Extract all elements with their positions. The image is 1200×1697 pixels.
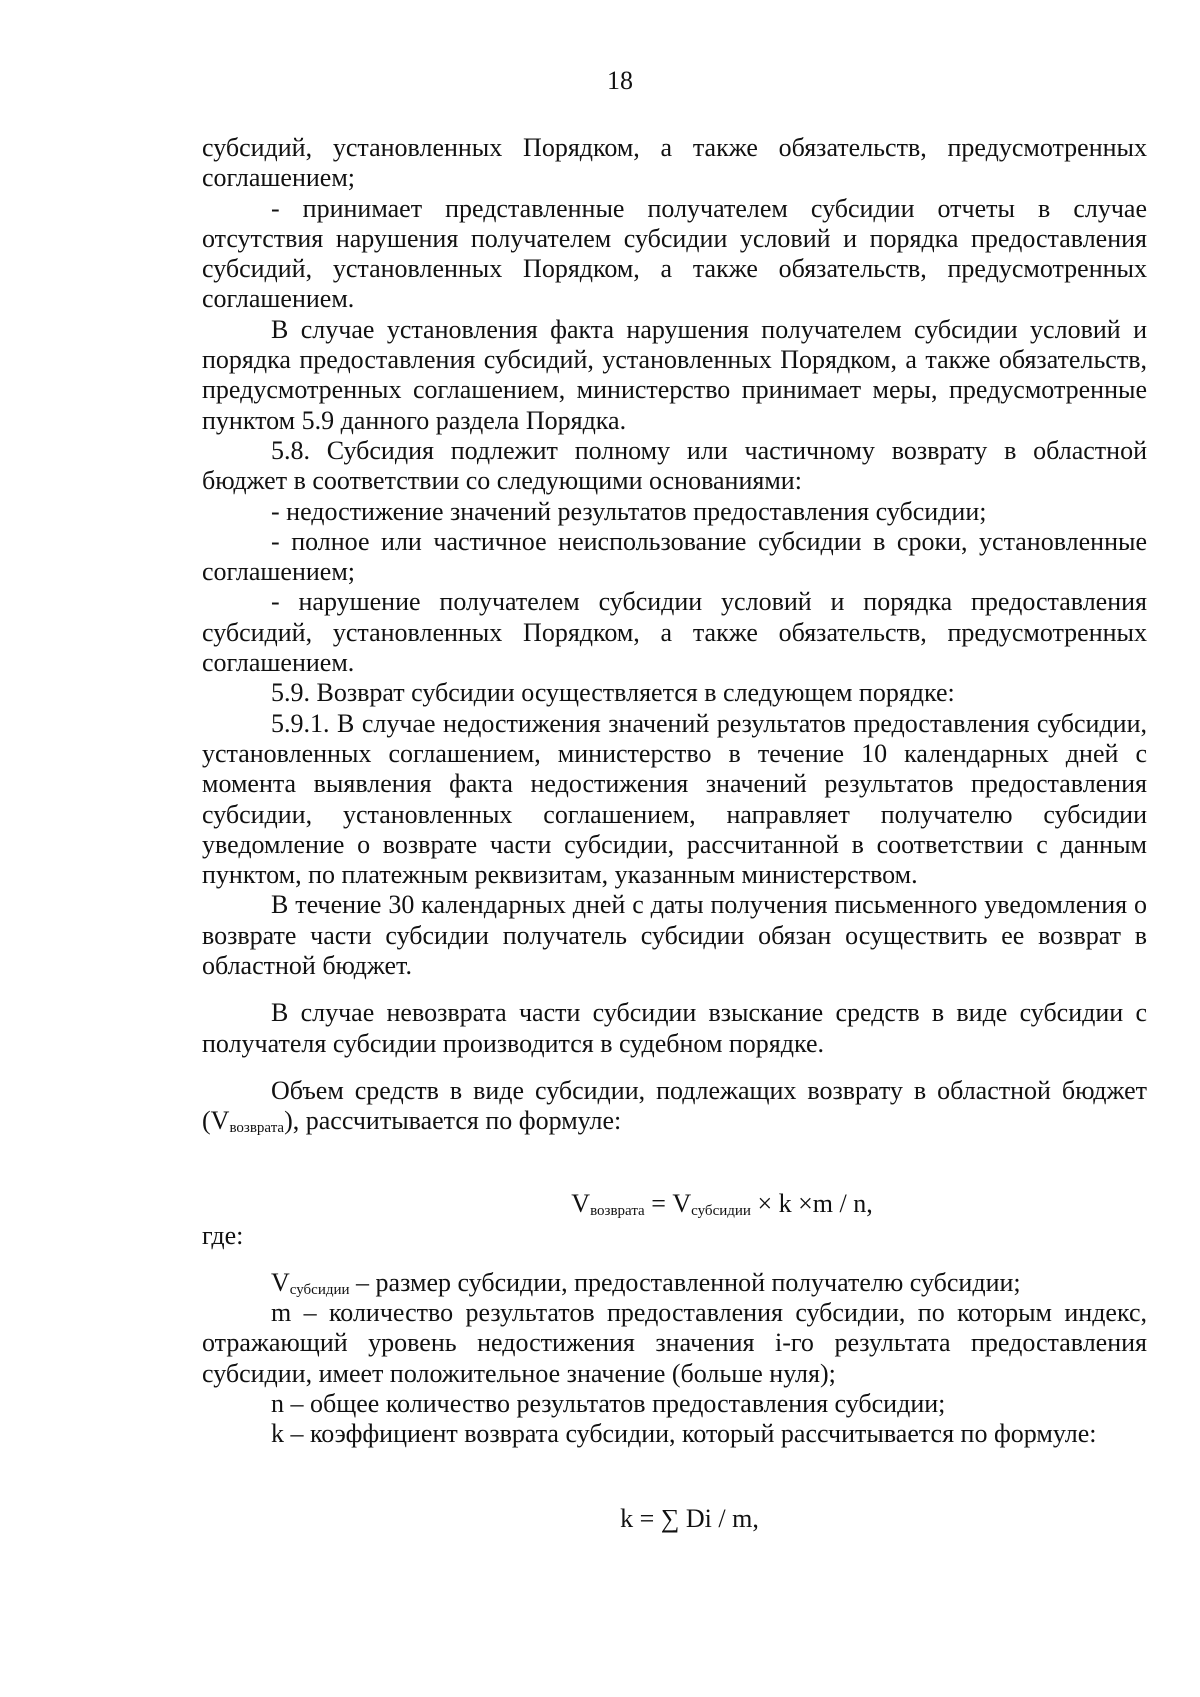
definition-k: k – коэффициент возврата субсидии, который рассчитывается по формуле: — [271, 1419, 1097, 1449]
page-number: 18 — [607, 66, 633, 95]
volume-subscript: возврата — [229, 1120, 285, 1137]
paragraph-ground-1: - недостижение значений результатов предоставления субсидии; — [271, 496, 987, 526]
volume-text-before: Объем средств в виде субсидии, подлежащих возврату в областной бюджет (V — [202, 1075, 1147, 1136]
definition-n: n – общее количество результатов предоставления субсидии; — [271, 1388, 946, 1418]
where-label: где: — [202, 1220, 244, 1250]
paragraph-non-return: В случае невозврата части субсидии взыскание средств в виде субсидии с получателя субсидии производится в судебном порядке. — [202, 998, 1147, 1058]
formula-k-coefficient: k = ∑ Di / m, — [620, 1503, 759, 1533]
paragraph-5-9-1: 5.9.1. В случае недостижения значений результатов предоставления субсидии, установленных соглашением, министерство в течение 10 календарных дней с момента выявления факта недостижения значений результатов предоставления субсидии, установленных соглашением, направляет получателю субсидии уведомление о возврате части субсидии, рассчитанной в соответствии с данным пунктом, по платежным реквизитам, указанным министерством. — [202, 708, 1147, 890]
definition-v-subscript: субсидии — [289, 1281, 350, 1298]
definition-v-symbol: V — [271, 1267, 290, 1297]
definition-v-subsidy — [202, 1268, 1147, 1298]
volume-text-after: ), рассчитывается по формуле: — [284, 1106, 622, 1136]
paragraph-volume — [202, 1076, 1147, 1137]
formula-return-volume — [202, 1189, 1147, 1219]
formula1-lhs: V — [571, 1188, 591, 1218]
paragraph-5-8: 5.8. Субсидия подлежит полному или частичному возврату в областной бюджет в соответствии со следующими основаниями: — [202, 435, 1147, 496]
definition-m: m – количество результатов предоставления субсидии, по которым индекс, отражающий уровень недостижения значения i-го результата предоставления субсидии, имеет положительное значение (больше нуля); — [202, 1298, 1147, 1388]
formula1-rhs-subscript: субсидии — [691, 1202, 751, 1219]
document-body — [202, 133, 1147, 1534]
paragraph-accepts-reports: - принимает представленные получателем субсидии отчеты в случае отсутствия нарушения получателем субсидии условий и порядка предоставления субсидий, установленных Порядком, а также обязательств, предусмотренных соглашением. — [202, 193, 1147, 314]
formula1-lhs-subscript: возврата — [590, 1202, 645, 1219]
paragraph-30-days: В течение 30 календарных дней с даты получения письменного уведомления о возврате части субсидии получатель субсидии обязан осуществить ее возврат в областной бюджет. — [202, 890, 1147, 981]
paragraph-ground-3: - нарушение получателем субсидии условий и порядка предоставления субсидий, установленных Порядком, а также обязательств, предусмотренных соглашением. — [202, 587, 1147, 678]
formula1-rest: × k ×m / n, — [750, 1188, 873, 1218]
definition-v-text: – размер субсидии, предоставленной получателю субсидии; — [349, 1267, 1021, 1297]
paragraph-continuation: субсидий, установленных Порядком, а также обязательств, предусмотренных соглашением; — [202, 133, 1147, 193]
paragraph-5-9: 5.9. Возврат субсидии осуществляется в следующем порядке: — [271, 678, 955, 708]
formula1-equals: = V — [644, 1188, 692, 1218]
paragraph-violation-case: В случае установления факта нарушения получателем субсидии условий и порядка предоставления субсидий, установленных Порядком, а также обязательств, предусмотренных соглашением, министерство принимает меры, предусмотренные пунктом 5.9 данного раздела Порядка. — [202, 314, 1147, 435]
paragraph-ground-2: - полное или частичное неиспользование субсидии в сроки, установленные соглашением; — [202, 526, 1147, 587]
